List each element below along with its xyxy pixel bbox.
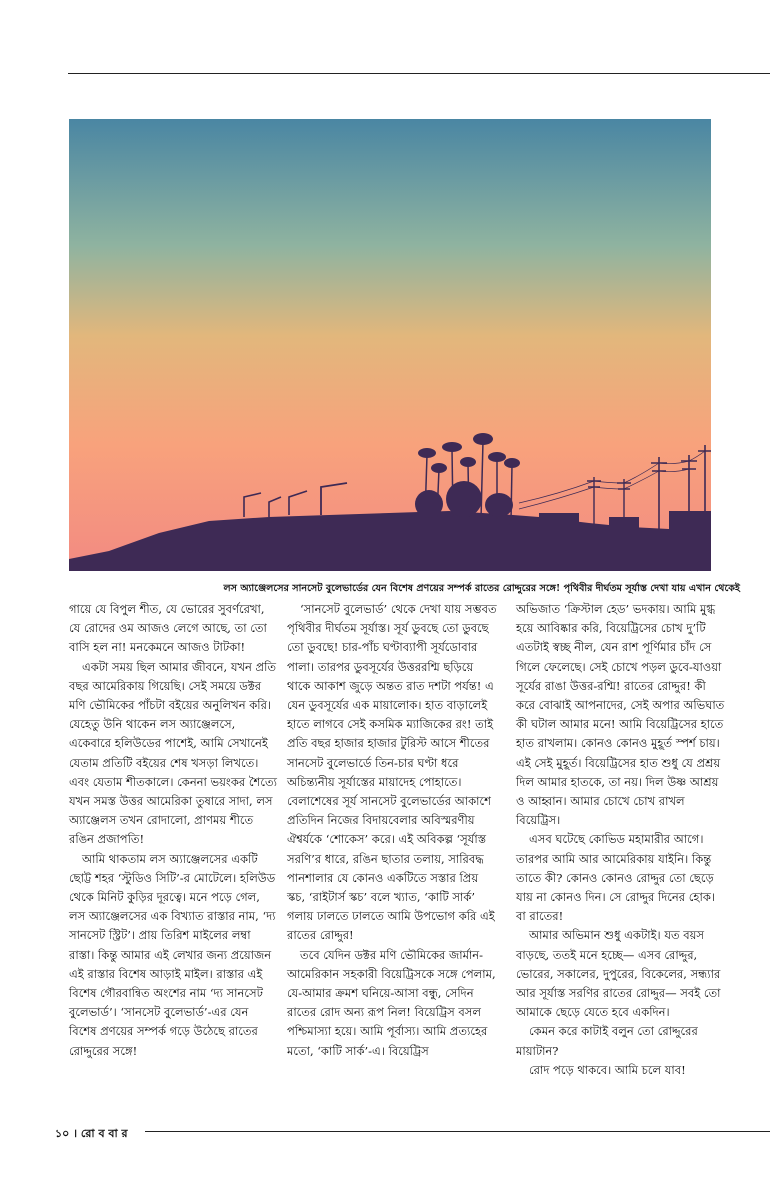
- photo-caption: লস অ্যাঞ্জেলসের সানসেট বুলেভার্ডের যেন বিশেষ প্রণয়ের সম্পর্ক রাতের রোদ্দুরের সঙ্গে! পৃথিবীর দীর্ঘতম সূর্যাস্ত দেখা যায় এখান থেকেই: [223, 583, 740, 594]
- paragraph: তবে যেদিন ডক্টর মণি ভৌমিকের জার্মান-আমেরিকান সহকারী বিয়েট্রিসকে সঙ্গে পেলাম, যে-আমার ক্রমশ ঘনিয়ে-আসা বন্ধু, সেদিন রাতের রোদ অন্য রূপ নিল! বিয়েট্রিস বসল পশ্চিমাস্যা হয়ে। আমি পূর্বাস্য। আমি প্রত্যহের মতো, ‘কাটি সার্ক’-এ। বিয়েট্রিস: [287, 947, 496, 1058]
- paragraph: আমার অভিমান শুধু একটাই। যত বয়স বাড়ছে, ততই মনে হচ্ছে— এসব রোদ্দুর, ভোরের, সকালের, দুপুরের, বিকেলের, সন্ধ্যার আর সূর্যাস্ত সরণির রাতের রোদ্দুর— সবই তো আমাকে ছেড়ে যেতে হবে একদিন।: [516, 928, 721, 1020]
- paragraph: গায়ে যে বিপুল শীত, যে ভোরের সুবর্ণরেখা, যে রোদের ওম আজও লেগে আছে, তা তো বাসি হল না! মনকেমনে আজও টাটকা!: [69, 602, 267, 655]
- sky: [69, 119, 711, 571]
- top-rule: [68, 73, 770, 74]
- paragraph: রোদ পড়ে থাকবে। আমি চলে যাব!: [529, 1062, 686, 1077]
- page-number: ১০: [55, 1127, 70, 1140]
- paragraph: কেমন করে কাটাই বলুন তো রোদ্দুরের মায়াটান?: [516, 1024, 698, 1058]
- bottom-rule: [145, 1131, 770, 1132]
- magazine-name: রো ব বা র: [80, 1127, 128, 1140]
- paragraph: অভিজাত ‘ক্রিস্টাল হেড’ ভদকায়। আমি মুগ্ধ হয়ে আবিষ্কার করি, বিয়েট্রিসের চোখ দু’টি এতটাই স্বচ্ছ নীল, যেন রাশ পূর্ণিমার চাঁদ সে গিলে ফেলেছে। সেই চোখে পড়ল ডুবে-যাওয়া সূর্যের রাঙা উত্তর-রশ্মি! রাতের রোদ্দুর! কী করে বোঝাই আপনাদের, সেই অপার অভিঘাত কী ঘটাল আমার মনে! আমি বিয়েট্রিসের হাতে হাত রাখলাম। কোনও কোনও মুহূর্ত স্পর্শ চায়। এই সেই মুহূর্ত। বিয়েট্রিসের হাত শুধু যে প্রশ্রয় দিল আমার হাতকে, তা নয়। দিল উষ্ণ আশ্রয় ও আহ্বান। আমার চোখে চোখ রাখল বিয়েট্রিস।: [516, 602, 725, 828]
- paragraph: এসব ঘটেছে কোভিড মহামারীর আগে। তারপর আমি আর আমেরিকায় যাইনি। কিন্তু তাতে কী? কোনও কোনও রোদ্দুর তো ছেড়ে যায় না কোনও দিন। সে রোদ্দুর দিনের হোক। বা রাতের!: [516, 832, 715, 924]
- article-column-3: [516, 600, 726, 1080]
- sunset-photo: [69, 119, 711, 571]
- footer-separator: ।: [73, 1127, 78, 1140]
- article-column-2: [287, 600, 497, 1061]
- paragraph: আমি থাকতাম লস অ্যাঞ্জেলসের একটি ছোট্ট শহর ‘স্টুডিও সিটি’-র মোটেলে। হলিউড থেকে মিনিট কুড়ির দূরত্বে। মনে পড়ে গেল, লস অ্যাঞ্জেলসের এক বিখ্যাত রাস্তার নাম, ‘দ্য সানসেট স্ট্রিট’। প্রায় তিরিশ মাইলের লম্বা রাস্তা। কিন্তু আমার এই লেখার জন্য প্রয়োজন এই রাস্তার বিশেষ আড়াই মাইল। রাস্তার এই বিশেষ গৌরবান্বিত অংশের নাম ‘দ্য সানসেট বুলেভার্ড’। ‘সানসেট বুলেভার্ড’-এর যেন বিশেষ প্রণয়ের সম্পর্ক গড়ে উঠেছে রাতের রোদ্দুরের সঙ্গে!: [69, 851, 276, 1058]
- article-column-1: [69, 600, 279, 1061]
- paragraph: একটা সময় ছিল আমার জীবনে, যখন প্রতি বছর আমেরিকায় গিয়েছি। সেই সময়ে ডক্টর মণি ভৌমিকের পাঁচটা বইয়ের অনুলিখন করি। যেহেতু উনি থাকেন লস অ্যাঞ্জেলসে, একেবারে হলিউডের পাশেই, আমি সেখানেই যেতাম প্রতিটি বইয়ের শেষ খসড়া লিখতে। এবং যেতাম শীতকালে। কেননা ভয়ংকর শৈত্যে যখন সমস্ত উত্তর আমেরিকা তুষারে সাদা, লস অ্যাঞ্জেলস তখন রোদালো, প্রাণময় শীতে রঙিন প্রজাপতি!: [69, 659, 277, 847]
- paragraph: ‘সানসেট বুলেভার্ড’ থেকে দেখা যায় সম্ভবত পৃথিবীর দীর্ঘতম সূর্যাস্ত। সূর্য ডুবছে তো ডুবছে তো ডুবছে! চার-পাঁচ ঘণ্টাব্যাপী সূর্যডোবার পালা। তারপর ডুবসূর্যের উত্তররশ্মি ছড়িয়ে থাকে আকাশ জুড়ে অন্তত রাত দশটা পর্যন্ত! এ যেন ডুবসূর্যের এক মায়ালোক। হাত বাড়ালেই হাতে লাগবে সেই কসমিক ম্যাজিকের রং! তাই প্রতি বছর হাজার হাজার টুরিস্ট আসে শীতের সানসেট বুলেভার্ডে তিন-চার ঘণ্টা ধরে অচিন্ত্যনীয় সূর্যাস্তের মায়াদেহ পোহাতে। বেলাশেষের সূর্য সানসেট বুলেভার্ডের আকাশে প্রতিদিন নিজের বিদায়বেলার অবিস্মরণীয় ঐশ্বর্যকে ‘শোকেস’ করে। এই অবিকল্প ‘সূর্যাস্ত সরণি’র ধারে, রঙিন ছাতার তলায়, সারিবদ্ধ পানশালার যে কোনও একটিতে সস্তার প্রিয় স্কচ, ‘রাইটার্স স্কচ’ বলে খ্যাত, ‘কাটি সার্ক’ গলায় ঢালতে ঢালতে আমি উপভোগ করি এই রাতের রোদ্দুর!: [287, 602, 497, 943]
- page-footer: [55, 1125, 128, 1144]
